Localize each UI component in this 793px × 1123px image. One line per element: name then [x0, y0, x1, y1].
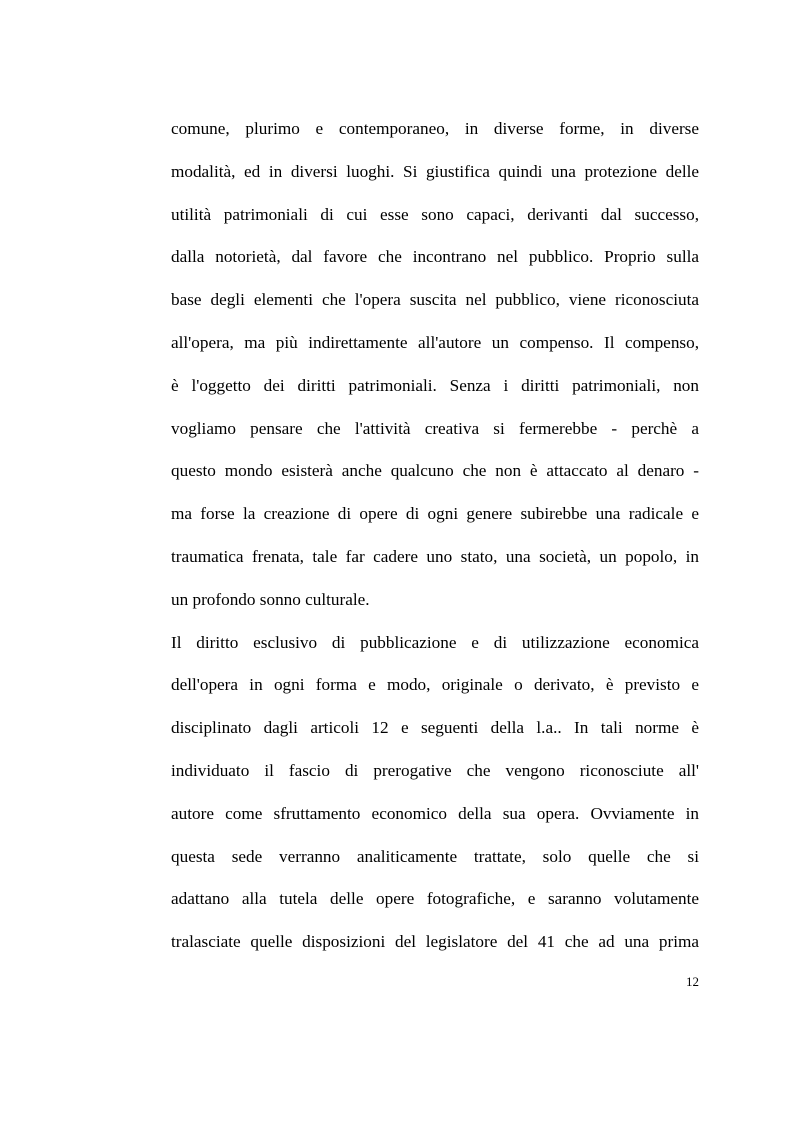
text-line: è l'oggetto dei diritti patrimoniali. Senza i diritti patrimoniali, non: [171, 375, 699, 395]
text-line: questa sede verranno analiticamente trattate, solo quelle che si: [171, 846, 699, 866]
text-line: questo mondo esisterà anche qualcuno che non è attaccato al denaro -: [171, 461, 699, 481]
body-text: [171, 108, 699, 964]
paragraph-1: [171, 108, 699, 622]
text-line: individuato il fascio di prerogative che vengono riconosciute all': [171, 760, 699, 780]
page-number: 12: [686, 974, 699, 989]
text-line: tralasciate quelle disposizioni del legislatore del 41 che ad una prima: [171, 932, 699, 952]
text-line: base degli elementi che l'opera suscita nel pubblico, viene riconosciuta: [171, 290, 699, 310]
text-line: modalità, ed in diversi luoghi. Si giustifica quindi una protezione delle: [171, 161, 699, 181]
text-line: autore come sfruttamento economico della sua opera. Ovviamente in: [171, 803, 699, 823]
text-line: dell'opera in ogni forma e modo, originale o derivato, è previsto e: [171, 675, 699, 695]
text-line: disciplinato dagli articoli 12 e seguenti della l.a.. In tali norme è: [171, 718, 699, 738]
text-line: adattano alla tutela delle opere fotografiche, e saranno volutamente: [171, 889, 699, 909]
text-line: vogliamo pensare che l'attività creativa si fermerebbe - perchè a: [171, 418, 699, 438]
paragraph-2: [171, 622, 699, 964]
text-line: utilità patrimoniali di cui esse sono capaci, derivanti dal successo,: [171, 204, 699, 224]
text-line: Il diritto esclusivo di pubblicazione e di utilizzazione economica: [171, 632, 699, 652]
text-line: un profondo sonno culturale.: [171, 589, 370, 609]
text-line: comune, plurimo e contemporaneo, in diverse forme, in diverse: [171, 119, 699, 138]
text-line: dalla notorietà, dal favore che incontrano nel pubblico. Proprio sulla: [171, 247, 699, 267]
text-line: ma forse la creazione di opere di ogni genere subirebbe una radicale e: [171, 504, 699, 524]
text-line: all'opera, ma più indirettamente all'autore un compenso. Il compenso,: [171, 332, 699, 352]
text-line: traumatica frenata, tale far cadere uno stato, una società, un popolo, in: [171, 546, 699, 566]
